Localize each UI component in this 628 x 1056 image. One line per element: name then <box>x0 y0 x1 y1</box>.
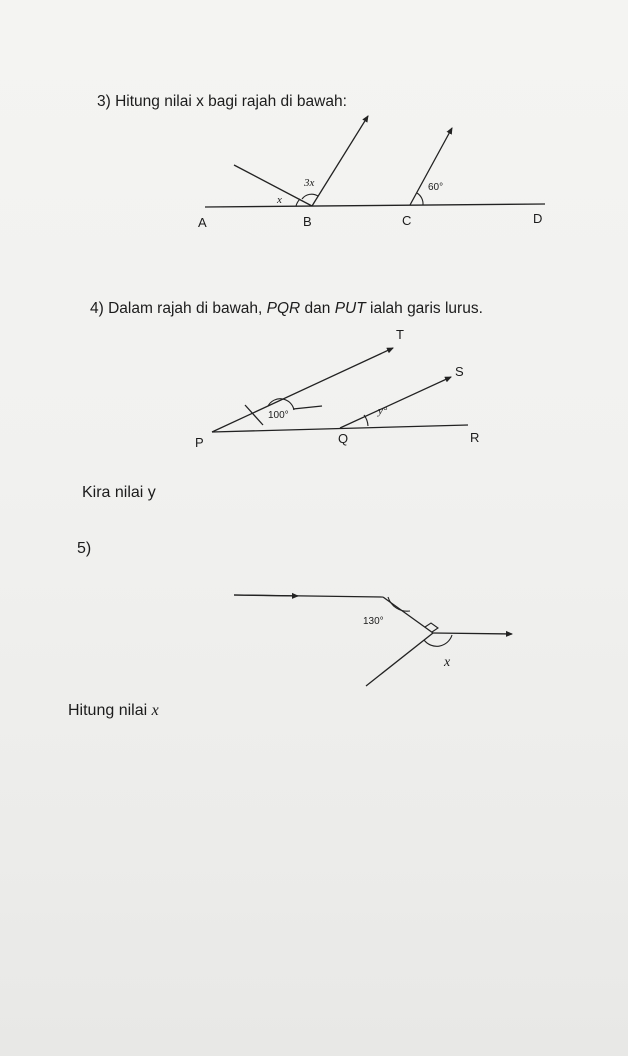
label-P: P <box>195 435 204 450</box>
q5-label-130: 130° <box>363 616 384 627</box>
label-A: A <box>198 215 207 230</box>
q5-task-var: x <box>151 702 159 719</box>
question-4-task: Kira nilai y <box>82 484 156 501</box>
q5-arc-130 <box>388 597 410 611</box>
q4-prompt-mid: dan <box>300 300 335 317</box>
q5-task-text: Hitung nilai <box>68 702 152 719</box>
label-100: 100° <box>268 410 289 421</box>
question-4-prompt <box>90 300 483 318</box>
label-3x: 3x <box>304 177 315 189</box>
line-ad <box>205 204 545 207</box>
label-S: S <box>455 364 464 379</box>
ray-b-up <box>312 116 368 206</box>
arc-60 <box>417 193 423 205</box>
q5-right-angle <box>425 623 438 632</box>
question-3-prompt: 3) Hitung nilai x bagi rajah di bawah: <box>97 93 347 110</box>
label-x: x <box>277 194 282 206</box>
label-B: B <box>303 214 312 229</box>
line-qs <box>340 377 451 428</box>
q4-prompt-pqr: PQR <box>266 300 301 317</box>
ray-c-up <box>410 128 452 205</box>
label-60: 60° <box>428 182 444 193</box>
tick-2 <box>293 406 322 409</box>
question-5-number: 5) <box>77 540 92 557</box>
label-D: D <box>533 211 543 226</box>
arc-3x <box>302 194 318 199</box>
q4-prompt-start: 4) Dalam rajah di bawah, <box>90 300 267 317</box>
label-Q: Q <box>338 431 349 446</box>
q5-lower-diagonal <box>366 633 433 686</box>
q5-right-line <box>433 633 512 634</box>
q5-label-x: x <box>444 655 451 670</box>
label-T: T <box>396 327 404 342</box>
label-C: C <box>402 213 412 228</box>
label-R: R <box>470 430 480 445</box>
line-pt <box>212 348 393 432</box>
arc-x <box>296 199 300 206</box>
q4-prompt-end: ialah garis lurus. <box>365 300 483 317</box>
label-y: y° <box>378 405 388 417</box>
ray-b-left <box>234 165 312 206</box>
q4-prompt-put: PUT <box>334 300 366 317</box>
question-5-task <box>68 702 159 720</box>
